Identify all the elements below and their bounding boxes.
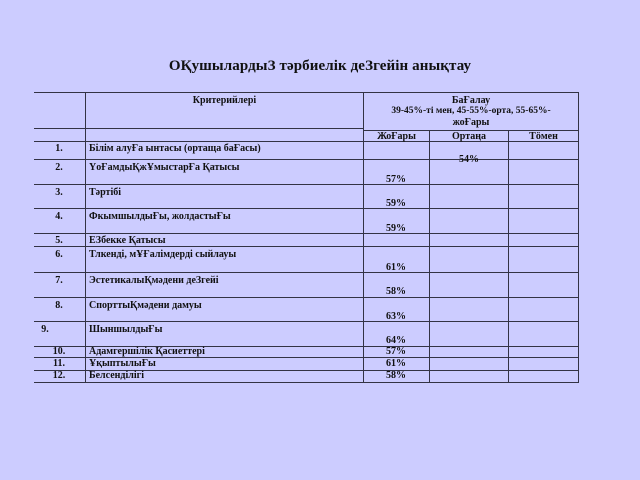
row-criterion: ШыншылдыҒы bbox=[89, 324, 163, 335]
row-line bbox=[34, 208, 579, 209]
row-criterion: ФкымшылдыҒы, жолдастыҒы bbox=[89, 211, 231, 222]
row-number: 7. bbox=[55, 275, 63, 286]
row-criterion: Тлкенді, мҰҒалімдерді сыйлауы bbox=[89, 249, 237, 260]
row-line bbox=[34, 321, 579, 322]
row-number: 2. bbox=[55, 162, 63, 173]
row-line bbox=[34, 184, 579, 185]
row-high: 63% bbox=[386, 311, 406, 322]
header-divider-left bbox=[34, 128, 363, 129]
row-high: 61% bbox=[386, 262, 406, 273]
row-criterion: ЕЗбекке Қатысы bbox=[89, 235, 166, 246]
row-high: 64% bbox=[386, 335, 406, 346]
row-high: 59% bbox=[386, 198, 406, 209]
row-line bbox=[34, 246, 579, 247]
slide-title: ОҚушылардыЗ тәрбиелік деЗгейін анықтау bbox=[168, 58, 472, 74]
row-medium: 54% bbox=[459, 154, 479, 165]
row-line bbox=[34, 233, 579, 234]
row-number: 12. bbox=[52, 370, 66, 381]
row-high: 58% bbox=[386, 286, 406, 297]
row-number: 9. bbox=[41, 324, 49, 335]
table-border-bottom bbox=[34, 382, 579, 383]
row-high: 57% bbox=[386, 174, 406, 185]
row-high: 58% bbox=[386, 370, 406, 381]
col-line bbox=[429, 130, 430, 383]
row-criterion: Тәртібі bbox=[89, 187, 122, 198]
header-assessment-title: БаҒалау bbox=[451, 95, 491, 106]
table-border-right bbox=[578, 92, 579, 383]
col-line bbox=[85, 92, 86, 383]
row-criterion: Белсенділігі bbox=[89, 370, 144, 381]
row-number: 3. bbox=[55, 187, 63, 198]
row-number: 4. bbox=[55, 211, 63, 222]
row-criterion: Білім алуҒа ынтасы (ортаща баҒасы) bbox=[89, 143, 261, 154]
header-assessment-desc-2: жоҒары bbox=[452, 117, 490, 128]
table-border-top bbox=[34, 92, 579, 93]
row-criterion: Адамгершілік Қасиеттері bbox=[89, 346, 205, 357]
header-level-medium: Ортаңа bbox=[451, 131, 486, 142]
header-criteria: Критерийлері bbox=[192, 95, 257, 106]
header-assessment-desc: 39-45%-ті мен, 45-55%-орта, 55-65%- bbox=[391, 106, 551, 116]
row-number: 1. bbox=[55, 143, 63, 154]
row-number: 5. bbox=[55, 235, 63, 246]
row-number: 11. bbox=[53, 358, 65, 369]
col-line bbox=[508, 130, 509, 383]
row-high: 57% bbox=[386, 346, 406, 357]
header-level-low: Тӧмен bbox=[529, 131, 558, 142]
row-criterion: ҮоҒамдыҚжҰмыстарҒа Қатысы bbox=[89, 162, 240, 173]
header-level-high: ЖоҒары bbox=[377, 131, 416, 142]
row-number: 8. bbox=[55, 300, 63, 311]
row-criterion: ЭстетикалыҚмәдени деЗгейі bbox=[89, 275, 219, 286]
row-line bbox=[34, 297, 579, 298]
row-number: 6. bbox=[55, 249, 63, 260]
row-number: 10. bbox=[52, 346, 66, 357]
row-criterion: СпорттыҚмәдени дамуы bbox=[89, 300, 202, 311]
row-criterion: ҰқыптылыҒы bbox=[89, 358, 156, 369]
row-high: 61% bbox=[386, 358, 406, 369]
row-line bbox=[34, 272, 579, 273]
row-high: 59% bbox=[386, 223, 406, 234]
